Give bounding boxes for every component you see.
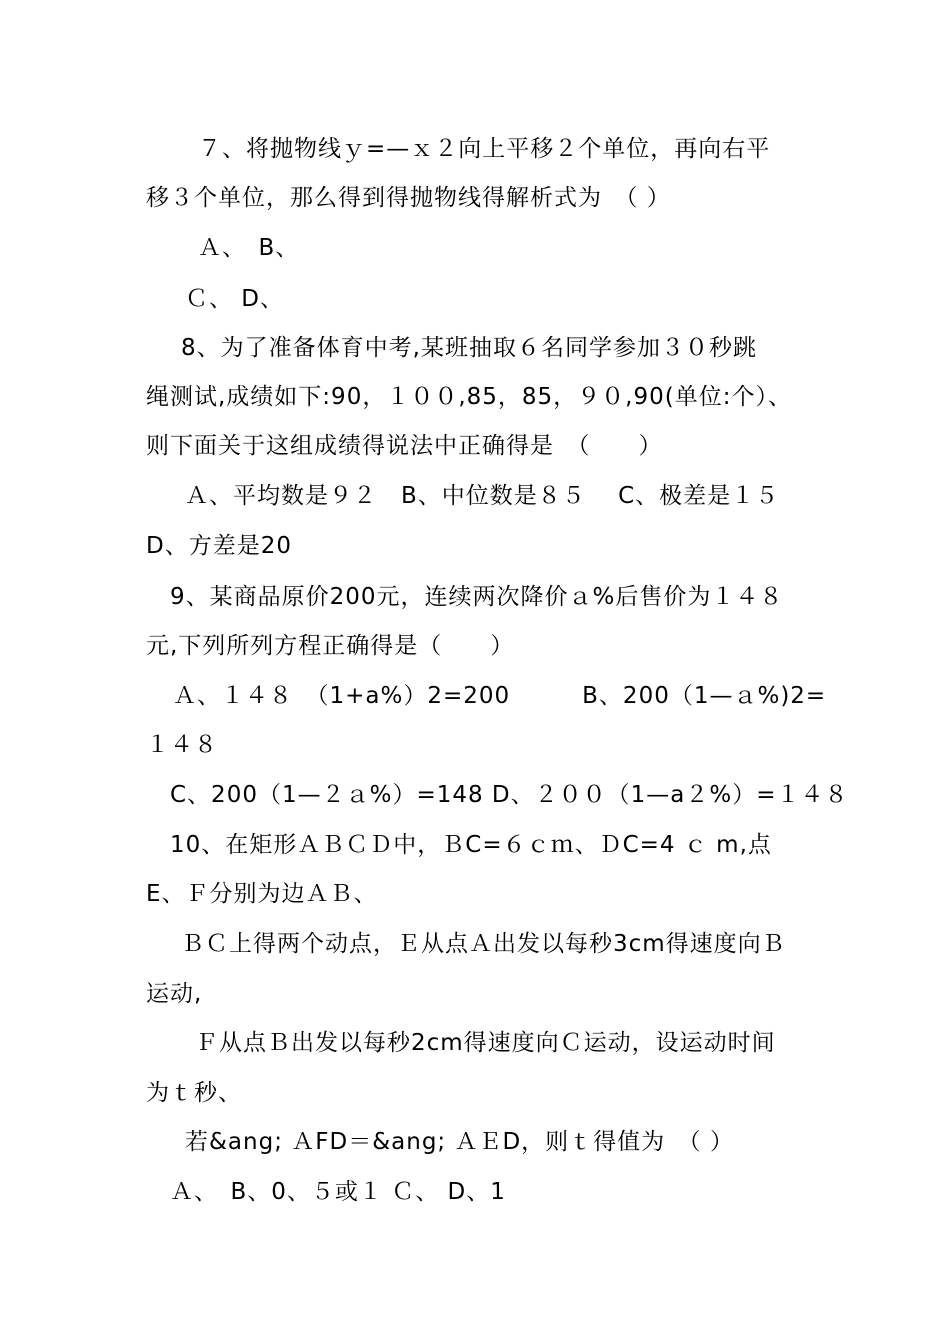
q7-line-1: ７、将抛物线ｙ=—ｘ２向上平移２个单位，再向右平 <box>198 136 771 162</box>
q10-line-6: 为ｔ秒、 <box>146 1080 242 1106</box>
q10-line-2: E、Ｆ分别为边ＡＢ、 <box>146 881 378 907</box>
q8-option-d: D、方差是20 <box>146 533 292 559</box>
q10-line-7: 若&ang; ＡFD＝&ang; ＡＥD，则ｔ得值为 （ ） <box>185 1129 734 1155</box>
q8-line-3: 则下面关于这组成绩得说法中正确得是 （ ） <box>146 433 663 459</box>
q9-option-b-cont: １４８ <box>146 732 218 758</box>
q9-line-1: 9、某商品原价200元，连续两次降价ａ%后售价为１４８ <box>170 584 784 610</box>
q10-options: Ａ、 B、0、５或１ Ｃ、 D、1 <box>170 1179 506 1205</box>
q9-line-2: 元,下列所列方程正确得是（ ） <box>146 633 515 659</box>
q9-options-ab: Ａ、１４８ （1+a%）2=200 B、200（1—ａ%)2= <box>173 683 827 709</box>
q7-line-2: 移３个单位，那么得到得抛物线得解析式为 （ ） <box>146 185 671 211</box>
q7-options-ab: Ａ、 B、 <box>198 235 300 261</box>
q10-line-5: Ｆ从点Ｂ出发以每秒2cm得速度向Ｃ运动，设运动时间 <box>195 1030 776 1056</box>
q8-options-abc: Ａ、平均数是９２ B、中位数是８５ C、极差是１５ <box>185 483 780 509</box>
q7-options-cd: Ｃ、 D、 <box>185 286 285 312</box>
q8-line-2: 绳测试,成绩如下:90，１００,85，85，９０,90(单位:个）、 <box>146 384 792 410</box>
q8-line-1: 8、为了准备体育中考,某班抽取６名同学参加３０秒跳 <box>181 335 757 361</box>
q10-line-4: 运动, <box>146 981 203 1007</box>
q9-options-cd: C、200（1—２ａ%）=148 D、２００（1—a２%）=１４８ <box>170 782 849 808</box>
q10-line-3: ＢＣ上得两个动点，Ｅ从点Ａ出发以每秒3cm得速度向Ｂ <box>181 931 786 957</box>
q10-line-1: 10、在矩形ＡＢＣＤ中，ＢC=６ｃｍ、ＤC=4 ｃ m,点 <box>170 832 772 858</box>
